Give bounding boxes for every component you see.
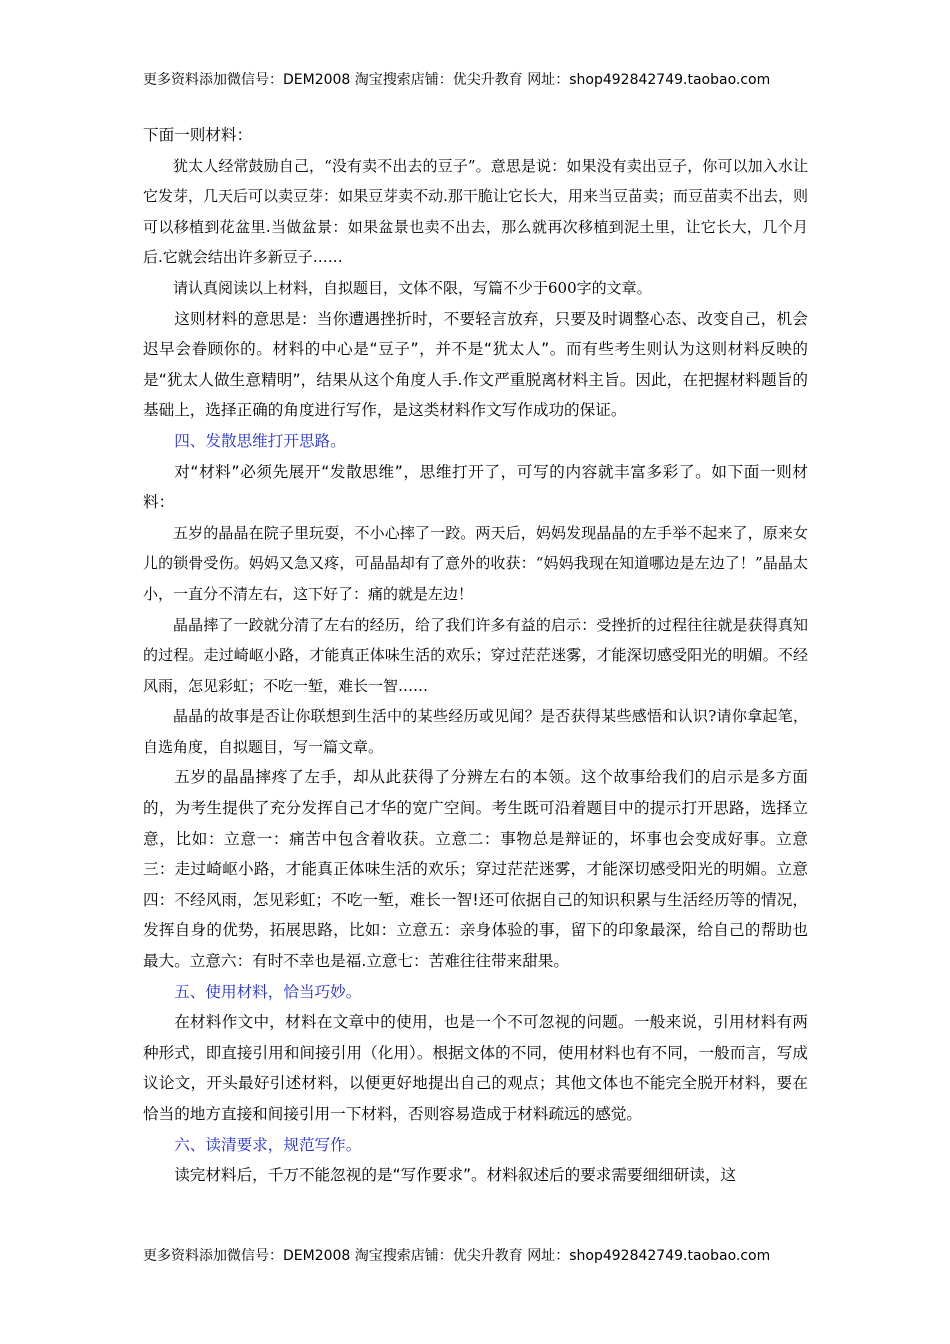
- paragraph-prompt-jingjing: 晶晶的故事是否让你联想到生活中的某些经历或见闻？是否获得某些感悟和认识?请你拿起笔，自选角度，自拟题目，写一篇文章。: [143, 707, 808, 756]
- paragraph-requirements: 读完材料后，千万不能忽视的是“写作要求”。材料叙述后的要求需要细细研读，这: [174, 1166, 737, 1185]
- paragraph-analysis-jingjing: 五岁的晶晶摔疼了左手，却从此获得了分辨左右的本领。这个故事给我们的启示是多方面的，为考生提供了充分发挥自己才华的宽广空间。考生既可沿着题目中的提示打开思路，选择立意，比如：立意一：痛苦中包含着收获。立意二：事物总是辩证的，坏事也会变成好事。立意三：走过崎岖小路，才能真正体味生活的欢乐；穿过茫茫迷雾，才能深切感受阳光的明媚。立意四：不经风雨，怎见彩虹；不吃一堑，难长一智!还可依据自己的知识积累与生活经历等的情况，发挥自身的优势，拓展思路，比如：立意五：亲身体验的事，留下的印象最深，给自己的帮助也最大。立意六：有时不幸也是福.立意七：苦难往往带来甜果。: [143, 768, 808, 971]
- paragraph-lessons-jingjing: 晶晶摔了一跤就分清了左右的经历，给了我们许多有益的启示：受挫折的过程往往就是获得真知的过程。走过崎岖小路，才能真正体味生活的欢乐；穿过茫茫迷雾，才能深切感受阳光的明媚。不经风雨，怎见彩虹；不吃一堑，难长一智……: [143, 615, 808, 695]
- paragraph-divergent-intro: 对“材料”必须先展开“发散思维”，思维打开了，可写的内容就丰富多彩了。如下面一则材料：: [143, 462, 808, 512]
- document-body: [143, 120, 808, 1191]
- paragraph-analysis-beans: 这则材料的意思是：当你遭遇挫折时，不要轻言放弃，只要及时调整心态、改变自己，机会迟早会眷顾你的。材料的中心是“豆子”，并不是“犹太人”。而有些考生则认为这则材料反映的是“犹太人做生意精明”，结果从这个角度人手.作文严重脱离材料主旨。因此，在把握材料题旨的基础上，选择正确的角度进行写作，是这类材料作文写作成功的保证。: [143, 309, 808, 420]
- page-footer: 更多资料添加微信号：DEM2008 淘宝搜索店铺：优尖升教育 网址：shop492842749.taobao.com: [143, 1248, 771, 1264]
- paragraph-prompt-beans: 请认真阅读以上材料，自拟题目，文体不限，写篇不少于600字的文章。: [173, 278, 652, 297]
- paragraph-material-jingjing: 五岁的晶晶在院子里玩耍，不小心摔了一跤。两天后，妈妈发现晶晶的左手举不起来了，原来女儿的锁骨受伤。妈妈又急又疼，可晶晶却有了意外的收获：“妈妈我现在知道哪边是左边了！”晶晶太小，一直分不清左右，这下好了：痛的就是左边！: [143, 523, 808, 603]
- paragraph-material-beans: 犹太人经常鼓励自己，“没有卖不出去的豆子”。意思是说：如果没有卖出豆子，你可以加入水让它发芽，几天后可以卖豆芽：如果豆芽卖不动.那干脆让它长大，用来当豆苗卖；而豆苗卖不出去，则可以移植到花盆里.当做盆景：如果盆景也卖不出去，那么就再次移植到泥土里，让它长大，几个月后.它就会结出许多新豆子……: [143, 156, 808, 267]
- paragraph-intro: 下面一则材料：: [143, 126, 253, 144]
- section-heading-6: 六、读清要求，规范写作。: [174, 1135, 362, 1154]
- section-heading-4: 四、发散思维打开思路。: [174, 431, 346, 450]
- section-heading-5: 五、使用材料，恰当巧妙。: [174, 982, 362, 1001]
- paragraph-use-material: 在材料作文中，材料在文章中的使用，也是一个不可忽视的问题。一般来说，引用材料有两种形式，即直接引用和间接引用（化用）。根据文体的不同，使用材料也有不同，一般而言，写成议论文，开头最好引述材料，以便更好地提出自己的观点；其他文体也不能完全脱开材料，要在恰当的地方直接和间接引用一下材料，否则容易造成于材料疏远的感觉。: [143, 1013, 808, 1123]
- page-header: 更多资料添加微信号：DEM2008 淘宝搜索店铺：优尖升教育 网址：shop492842749.taobao.com: [143, 72, 771, 88]
